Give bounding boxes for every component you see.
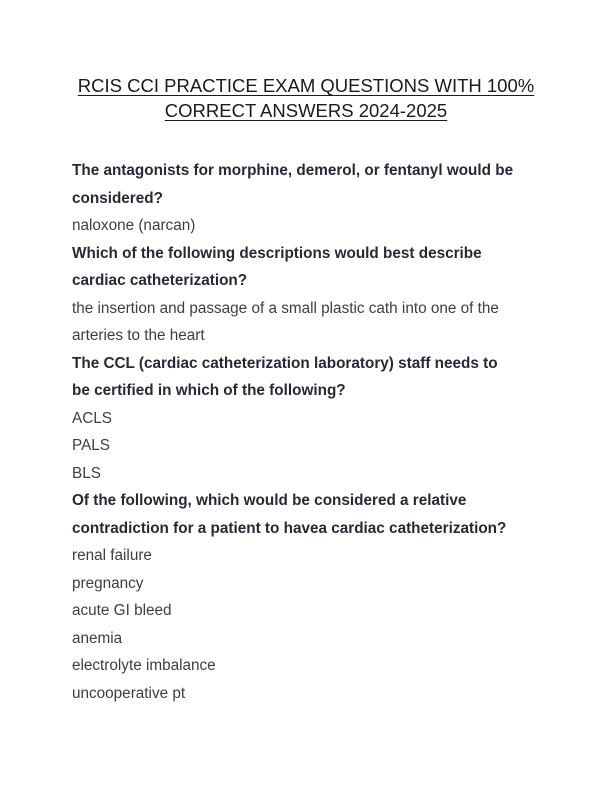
qa-content — [72, 157, 552, 707]
question — [72, 350, 552, 405]
answer-line: anemia — [72, 629, 123, 647]
question — [72, 240, 552, 295]
qa-item — [72, 240, 552, 350]
answer-line: arteries to the heart — [72, 327, 205, 344]
answer — [72, 405, 552, 488]
question-line: Of the following, which would be considered a relative — [72, 492, 467, 509]
question-line: The CCL (cardiac catheterization laboratory) staff needs to — [72, 354, 498, 372]
answer-line: acute GI bleed — [72, 602, 172, 619]
question — [72, 487, 552, 542]
question-line: considered? — [72, 189, 163, 207]
answer-line: electrolyte imbalance — [72, 657, 216, 674]
answer-line: pregnancy — [72, 574, 144, 592]
answer-line: naloxone (narcan) — [72, 217, 196, 234]
answer-line: ACLS — [72, 409, 112, 427]
question-line: The antagonists for morphine, demerol, or fentanyl would be — [72, 162, 514, 179]
answer-line: PALS — [72, 437, 110, 454]
question-line: cardiac catheterization? — [72, 272, 248, 289]
qa-item — [72, 350, 552, 488]
qa-item — [72, 487, 552, 707]
answer-line: renal failure — [72, 547, 152, 564]
title-line-1: RCIS CCI PRACTICE EXAM QUESTIONS WITH 100% — [77, 75, 535, 96]
question-line: be certified in which of the following? — [72, 382, 346, 399]
question-line: Which of the following descriptions would best describe — [72, 244, 482, 262]
answer — [72, 295, 552, 350]
answer — [72, 212, 552, 240]
document-title — [40, 73, 572, 123]
answer-line: uncooperative pt — [72, 684, 186, 702]
title-line-2: CORRECT ANSWERS 2024-2025 — [164, 100, 448, 121]
question — [72, 157, 552, 212]
answer-line: the insertion and passage of a small plastic cath into one of the — [72, 299, 499, 317]
question-line: contradiction for a patient to havea cardiac catheterization? — [72, 519, 507, 537]
answer — [72, 542, 552, 707]
answer-line: BLS — [72, 464, 101, 482]
qa-item — [72, 157, 552, 240]
